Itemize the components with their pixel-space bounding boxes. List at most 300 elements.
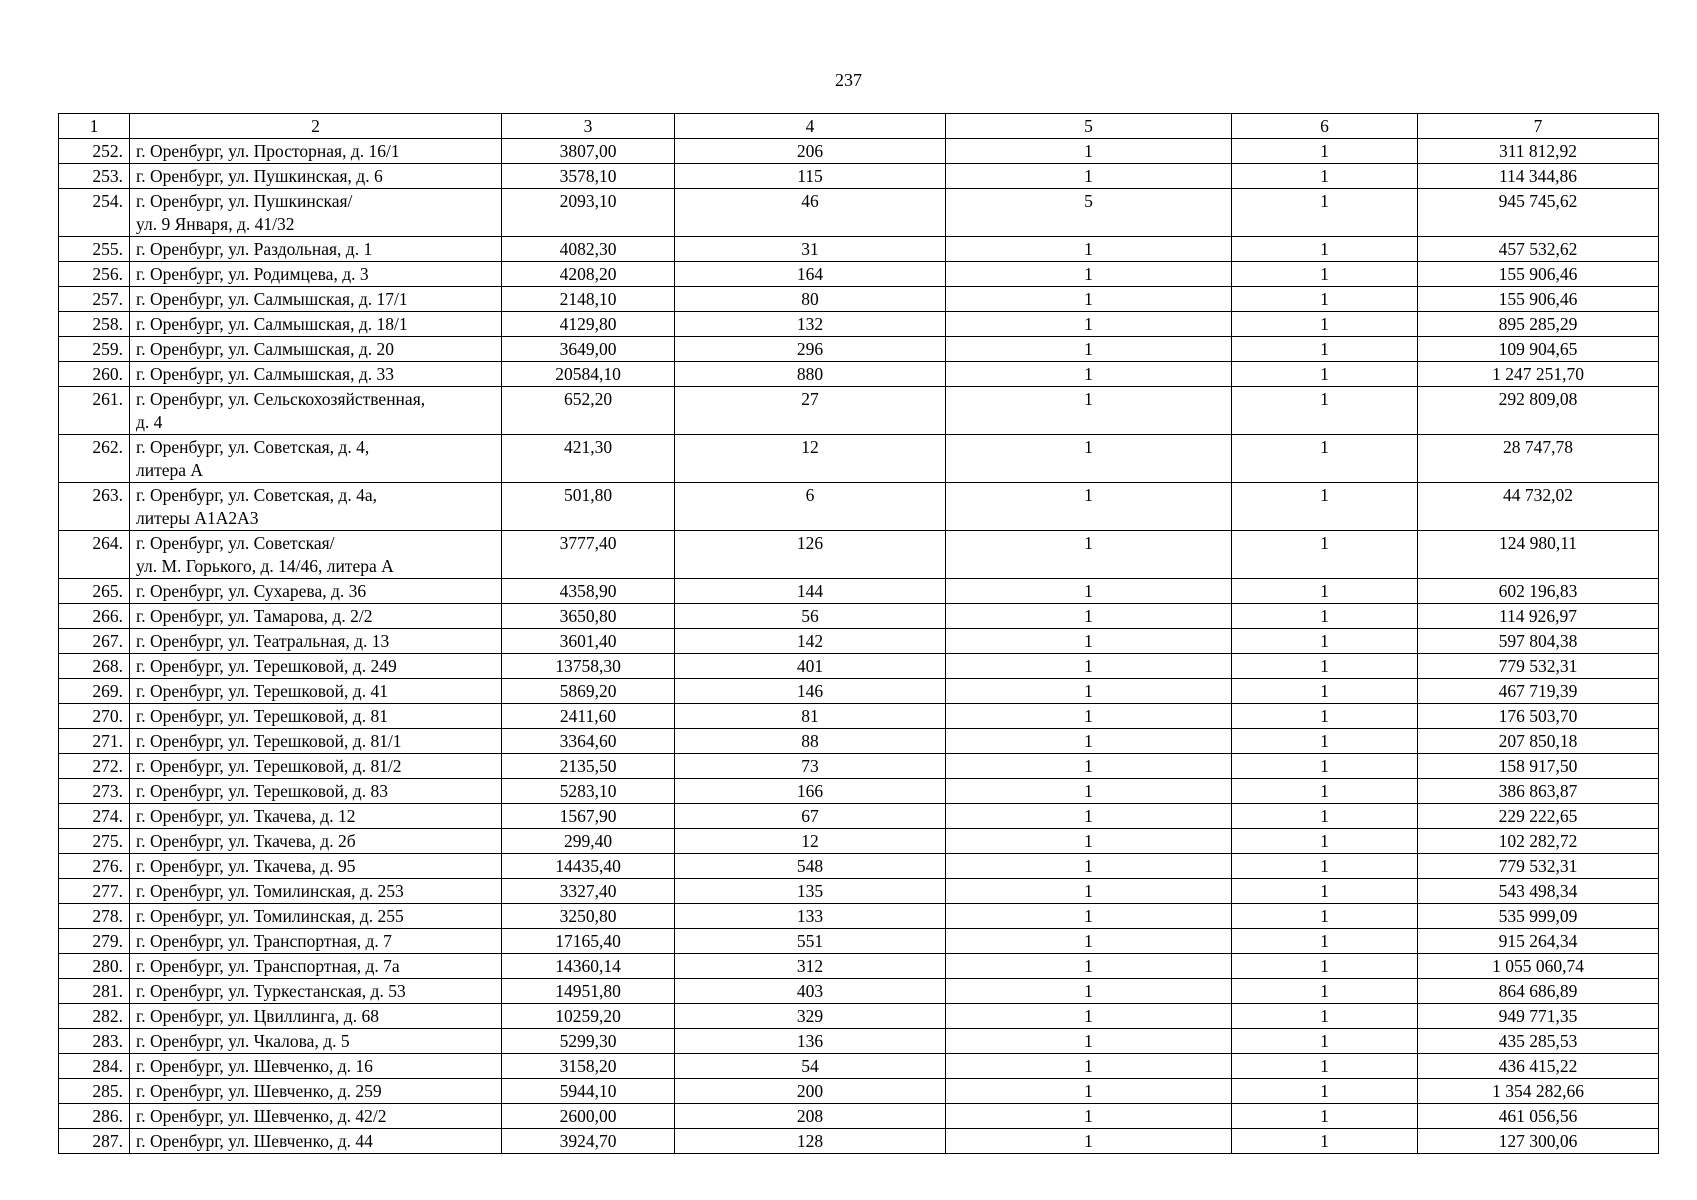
col5-cell: 1 [946, 1004, 1232, 1029]
address-cell: г. Оренбург, ул. Раздольная, д. 1 [130, 237, 502, 262]
residents-cell: 135 [675, 879, 946, 904]
amount-cell: 1 055 060,74 [1418, 954, 1659, 979]
area-cell: 421,30 [502, 435, 675, 483]
amount-cell: 949 771,35 [1418, 1004, 1659, 1029]
col5-cell: 1 [946, 483, 1232, 531]
address-cell: г. Оренбург, ул. Салмышская, д. 17/1 [130, 287, 502, 312]
col5-cell: 1 [946, 312, 1232, 337]
table-header [59, 114, 1659, 139]
page-number: 237 [835, 70, 862, 90]
col6-cell: 1 [1232, 287, 1418, 312]
area-cell: 5283,10 [502, 779, 675, 804]
amount-cell: 864 686,89 [1418, 979, 1659, 1004]
col5-cell: 1 [946, 579, 1232, 604]
address-cell: г. Оренбург, ул. Сухарева, д. 36 [130, 579, 502, 604]
col6-cell: 1 [1232, 604, 1418, 629]
address-cell: г. Оренбург, ул. Терешковой, д. 83 [130, 779, 502, 804]
area-cell: 14435,40 [502, 854, 675, 879]
area-cell: 501,80 [502, 483, 675, 531]
residents-cell: 136 [675, 1029, 946, 1054]
amount-cell: 102 282,72 [1418, 829, 1659, 854]
residents-cell: 56 [675, 604, 946, 629]
col6-cell: 1 [1232, 1054, 1418, 1079]
row-number: 259. [59, 337, 130, 362]
address-cell: г. Оренбург, ул. Салмышская, д. 20 [130, 337, 502, 362]
col6-cell: 1 [1232, 1004, 1418, 1029]
residents-cell: 146 [675, 679, 946, 704]
residents-cell: 6 [675, 483, 946, 531]
amount-cell: 779 532,31 [1418, 854, 1659, 879]
residents-cell: 128 [675, 1129, 946, 1154]
col5-cell: 1 [946, 904, 1232, 929]
column-header-2: 2 [130, 114, 502, 139]
col6-cell: 1 [1232, 1079, 1418, 1104]
address-cell: г. Оренбург, ул. Терешковой, д. 81 [130, 704, 502, 729]
amount-cell: 292 809,08 [1418, 387, 1659, 435]
col5-cell: 1 [946, 164, 1232, 189]
col5-cell: 1 [946, 954, 1232, 979]
row-number: 267. [59, 629, 130, 654]
column-header-5: 5 [946, 114, 1232, 139]
address-cell: г. Оренбург, ул. Салмышская, д. 33 [130, 362, 502, 387]
table-row [59, 337, 1659, 362]
col6-cell: 1 [1232, 629, 1418, 654]
header-row [59, 114, 1659, 139]
amount-cell: 155 906,46 [1418, 287, 1659, 312]
residents-cell: 27 [675, 387, 946, 435]
area-cell: 4082,30 [502, 237, 675, 262]
address-cell: г. Оренбург, ул. Салмышская, д. 18/1 [130, 312, 502, 337]
table-row [59, 679, 1659, 704]
row-number: 257. [59, 287, 130, 312]
row-number: 263. [59, 483, 130, 531]
area-cell: 14951,80 [502, 979, 675, 1004]
address-cell: г. Оренбург, ул. Терешковой, д. 249 [130, 654, 502, 679]
area-cell: 3601,40 [502, 629, 675, 654]
table-row [59, 704, 1659, 729]
amount-cell: 535 999,09 [1418, 904, 1659, 929]
address-cell: г. Оренбург, ул. Шевченко, д. 44 [130, 1129, 502, 1154]
residents-cell: 403 [675, 979, 946, 1004]
col5-cell: 1 [946, 387, 1232, 435]
col6-cell: 1 [1232, 879, 1418, 904]
col6-cell: 1 [1232, 1129, 1418, 1154]
amount-cell: 155 906,46 [1418, 262, 1659, 287]
address-cell: г. Оренбург, ул. Туркестанская, д. 53 [130, 979, 502, 1004]
table-row [59, 1104, 1659, 1129]
column-header-3: 3 [502, 114, 675, 139]
amount-cell: 915 264,34 [1418, 929, 1659, 954]
amount-cell: 311 812,92 [1418, 139, 1659, 164]
col5-cell: 1 [946, 929, 1232, 954]
address-cell: г. Оренбург, ул. Терешковой, д. 41 [130, 679, 502, 704]
row-number: 264. [59, 531, 130, 579]
col6-cell: 1 [1232, 979, 1418, 1004]
area-cell: 2411,60 [502, 704, 675, 729]
amount-cell: 127 300,06 [1418, 1129, 1659, 1154]
row-number: 277. [59, 879, 130, 904]
table-row [59, 237, 1659, 262]
table-row [59, 387, 1659, 435]
area-cell: 3578,10 [502, 164, 675, 189]
column-header-4: 4 [675, 114, 946, 139]
amount-cell: 467 719,39 [1418, 679, 1659, 704]
residents-cell: 312 [675, 954, 946, 979]
residents-cell: 46 [675, 189, 946, 237]
address-cell: г. Оренбург, ул. Шевченко, д. 42/2 [130, 1104, 502, 1129]
address-cell: г. Оренбург, ул. Терешковой, д. 81/1 [130, 729, 502, 754]
column-header-1: 1 [59, 114, 130, 139]
area-cell: 2093,10 [502, 189, 675, 237]
amount-cell: 779 532,31 [1418, 654, 1659, 679]
table-row [59, 483, 1659, 531]
col5-cell: 1 [946, 804, 1232, 829]
residents-cell: 133 [675, 904, 946, 929]
row-number: 255. [59, 237, 130, 262]
amount-cell: 1 247 251,70 [1418, 362, 1659, 387]
col5-cell: 1 [946, 854, 1232, 879]
area-cell: 652,20 [502, 387, 675, 435]
residents-cell: 401 [675, 654, 946, 679]
area-cell: 20584,10 [502, 362, 675, 387]
table-row [59, 189, 1659, 237]
residents-cell: 80 [675, 287, 946, 312]
amount-cell: 207 850,18 [1418, 729, 1659, 754]
table-row [59, 362, 1659, 387]
area-cell: 1567,90 [502, 804, 675, 829]
amount-cell: 945 745,62 [1418, 189, 1659, 237]
amount-cell: 457 532,62 [1418, 237, 1659, 262]
row-number: 273. [59, 779, 130, 804]
row-number: 285. [59, 1079, 130, 1104]
residents-cell: 132 [675, 312, 946, 337]
amount-cell: 124 980,11 [1418, 531, 1659, 579]
address-cell: г. Оренбург, ул. Ткачева, д. 2б [130, 829, 502, 854]
col5-cell: 1 [946, 1129, 1232, 1154]
area-cell: 4208,20 [502, 262, 675, 287]
col5-cell: 1 [946, 362, 1232, 387]
col6-cell: 1 [1232, 337, 1418, 362]
address-cell: г. Оренбург, ул. Шевченко, д. 16 [130, 1054, 502, 1079]
table-row [59, 1054, 1659, 1079]
address-cell: г. Оренбург, ул. Томилинская, д. 255 [130, 904, 502, 929]
row-number: 282. [59, 1004, 130, 1029]
table-row [59, 929, 1659, 954]
table-row [59, 754, 1659, 779]
table-row [59, 1129, 1659, 1154]
amount-cell: 597 804,38 [1418, 629, 1659, 654]
col6-cell: 1 [1232, 779, 1418, 804]
col6-cell: 1 [1232, 164, 1418, 189]
housing-register-table [58, 113, 1659, 1154]
col6-cell: 1 [1232, 237, 1418, 262]
table-row [59, 435, 1659, 483]
amount-cell: 461 056,56 [1418, 1104, 1659, 1129]
address-cell: г. Оренбург, ул. Шевченко, д. 259 [130, 1079, 502, 1104]
row-number: 279. [59, 929, 130, 954]
area-cell: 10259,20 [502, 1004, 675, 1029]
amount-cell: 44 732,02 [1418, 483, 1659, 531]
address-cell: г. Оренбург, ул. Терешковой, д. 81/2 [130, 754, 502, 779]
area-cell: 3327,40 [502, 879, 675, 904]
row-number: 269. [59, 679, 130, 704]
col5-cell: 1 [946, 629, 1232, 654]
row-number: 252. [59, 139, 130, 164]
address-cell: г. Оренбург, ул. Чкалова, д. 5 [130, 1029, 502, 1054]
area-cell: 299,40 [502, 829, 675, 854]
address-cell: г. Оренбург, ул. Тамарова, д. 2/2 [130, 604, 502, 629]
amount-cell: 895 285,29 [1418, 312, 1659, 337]
table-row [59, 164, 1659, 189]
col5-cell: 1 [946, 879, 1232, 904]
table-row [59, 654, 1659, 679]
address-cell: г. Оренбург, ул. Сельскохозяйственная, д. 4 [130, 387, 502, 435]
residents-cell: 142 [675, 629, 946, 654]
residents-cell: 880 [675, 362, 946, 387]
amount-cell: 602 196,83 [1418, 579, 1659, 604]
row-number: 265. [59, 579, 130, 604]
address-cell: г. Оренбург, ул. Советская, д. 4, литера А [130, 435, 502, 483]
col6-cell: 1 [1232, 435, 1418, 483]
table-row [59, 804, 1659, 829]
residents-cell: 81 [675, 704, 946, 729]
col6-cell: 1 [1232, 904, 1418, 929]
area-cell: 3364,60 [502, 729, 675, 754]
row-number: 281. [59, 979, 130, 1004]
row-number: 286. [59, 1104, 130, 1129]
amount-cell: 158 917,50 [1418, 754, 1659, 779]
col5-cell: 1 [946, 604, 1232, 629]
table-row [59, 604, 1659, 629]
col6-cell: 1 [1232, 189, 1418, 237]
col5-cell: 1 [946, 531, 1232, 579]
residents-cell: 88 [675, 729, 946, 754]
area-cell: 3250,80 [502, 904, 675, 929]
row-number: 266. [59, 604, 130, 629]
row-number: 260. [59, 362, 130, 387]
table-row [59, 829, 1659, 854]
col5-cell: 1 [946, 1104, 1232, 1129]
col5-cell: 1 [946, 262, 1232, 287]
row-number: 268. [59, 654, 130, 679]
area-cell: 4358,90 [502, 579, 675, 604]
address-cell: г. Оренбург, ул. Советская/ ул. М. Горького, д. 14/46, литера А [130, 531, 502, 579]
col6-cell: 1 [1232, 654, 1418, 679]
col5-cell: 1 [946, 754, 1232, 779]
amount-cell: 543 498,34 [1418, 879, 1659, 904]
address-cell: г. Оренбург, ул. Родимцева, д. 3 [130, 262, 502, 287]
row-number: 271. [59, 729, 130, 754]
table-row [59, 779, 1659, 804]
row-number: 283. [59, 1029, 130, 1054]
amount-cell: 386 863,87 [1418, 779, 1659, 804]
area-cell: 14360,14 [502, 954, 675, 979]
amount-cell: 28 747,78 [1418, 435, 1659, 483]
area-cell: 3158,20 [502, 1054, 675, 1079]
col6-cell: 1 [1232, 854, 1418, 879]
row-number: 258. [59, 312, 130, 337]
residents-cell: 200 [675, 1079, 946, 1104]
amount-cell: 114 926,97 [1418, 604, 1659, 629]
address-cell: г. Оренбург, ул. Просторная, д. 16/1 [130, 139, 502, 164]
address-cell: г. Оренбург, ул. Пушкинская/ ул. 9 Января, д. 41/32 [130, 189, 502, 237]
col6-cell: 1 [1232, 829, 1418, 854]
amount-cell: 435 285,53 [1418, 1029, 1659, 1054]
col5-cell: 1 [946, 729, 1232, 754]
table-row [59, 531, 1659, 579]
residents-cell: 12 [675, 435, 946, 483]
table-row [59, 287, 1659, 312]
col5-cell: 1 [946, 139, 1232, 164]
amount-cell: 1 354 282,66 [1418, 1079, 1659, 1104]
address-cell: г. Оренбург, ул. Пушкинская, д. 6 [130, 164, 502, 189]
row-number: 253. [59, 164, 130, 189]
col6-cell: 1 [1232, 754, 1418, 779]
area-cell: 2148,10 [502, 287, 675, 312]
residents-cell: 164 [675, 262, 946, 287]
col5-cell: 5 [946, 189, 1232, 237]
table-row [59, 954, 1659, 979]
residents-cell: 329 [675, 1004, 946, 1029]
col6-cell: 1 [1232, 531, 1418, 579]
table-row [59, 262, 1659, 287]
col5-cell: 1 [946, 1079, 1232, 1104]
residents-cell: 67 [675, 804, 946, 829]
row-number: 275. [59, 829, 130, 854]
area-cell: 2135,50 [502, 754, 675, 779]
row-number: 262. [59, 435, 130, 483]
area-cell: 5944,10 [502, 1079, 675, 1104]
table-row [59, 629, 1659, 654]
address-cell: г. Оренбург, ул. Советская, д. 4а, литеры А1А2А3 [130, 483, 502, 531]
col5-cell: 1 [946, 287, 1232, 312]
residents-cell: 31 [675, 237, 946, 262]
col5-cell: 1 [946, 1054, 1232, 1079]
col6-cell: 1 [1232, 704, 1418, 729]
address-cell: г. Оренбург, ул. Томилинская, д. 253 [130, 879, 502, 904]
col6-cell: 1 [1232, 579, 1418, 604]
table-row [59, 904, 1659, 929]
table-body [59, 139, 1659, 1154]
amount-cell: 109 904,65 [1418, 337, 1659, 362]
row-number: 284. [59, 1054, 130, 1079]
area-cell: 3807,00 [502, 139, 675, 164]
area-cell: 2600,00 [502, 1104, 675, 1129]
residents-cell: 206 [675, 139, 946, 164]
row-number: 278. [59, 904, 130, 929]
row-number: 270. [59, 704, 130, 729]
amount-cell: 229 222,65 [1418, 804, 1659, 829]
col6-cell: 1 [1232, 679, 1418, 704]
col5-cell: 1 [946, 679, 1232, 704]
col6-cell: 1 [1232, 954, 1418, 979]
col6-cell: 1 [1232, 1104, 1418, 1129]
residents-cell: 54 [675, 1054, 946, 1079]
col5-cell: 1 [946, 337, 1232, 362]
amount-cell: 436 415,22 [1418, 1054, 1659, 1079]
table-row [59, 979, 1659, 1004]
col6-cell: 1 [1232, 1029, 1418, 1054]
row-number: 280. [59, 954, 130, 979]
address-cell: г. Оренбург, ул. Цвиллинга, д. 68 [130, 1004, 502, 1029]
row-number: 254. [59, 189, 130, 237]
address-cell: г. Оренбург, ул. Театральная, д. 13 [130, 629, 502, 654]
column-header-6: 6 [1232, 114, 1418, 139]
column-header-7: 7 [1418, 114, 1659, 139]
area-cell: 5869,20 [502, 679, 675, 704]
col5-cell: 1 [946, 237, 1232, 262]
residents-cell: 12 [675, 829, 946, 854]
col5-cell: 1 [946, 829, 1232, 854]
col5-cell: 1 [946, 979, 1232, 1004]
col5-cell: 1 [946, 779, 1232, 804]
residents-cell: 166 [675, 779, 946, 804]
table-row [59, 312, 1659, 337]
table-row [59, 854, 1659, 879]
table-row [59, 879, 1659, 904]
residents-cell: 551 [675, 929, 946, 954]
residents-cell: 73 [675, 754, 946, 779]
area-cell: 3777,40 [502, 531, 675, 579]
col6-cell: 1 [1232, 929, 1418, 954]
residents-cell: 208 [675, 1104, 946, 1129]
residents-cell: 115 [675, 164, 946, 189]
row-number: 287. [59, 1129, 130, 1154]
col6-cell: 1 [1232, 312, 1418, 337]
col6-cell: 1 [1232, 362, 1418, 387]
area-cell: 13758,30 [502, 654, 675, 679]
row-number: 274. [59, 804, 130, 829]
residents-cell: 126 [675, 531, 946, 579]
col6-cell: 1 [1232, 139, 1418, 164]
residents-cell: 548 [675, 854, 946, 879]
address-cell: г. Оренбург, ул. Ткачева, д. 95 [130, 854, 502, 879]
area-cell: 4129,80 [502, 312, 675, 337]
col6-cell: 1 [1232, 387, 1418, 435]
table-row [59, 1079, 1659, 1104]
residents-cell: 144 [675, 579, 946, 604]
table-row [59, 1029, 1659, 1054]
col6-cell: 1 [1232, 483, 1418, 531]
area-cell: 3649,00 [502, 337, 675, 362]
area-cell: 3650,80 [502, 604, 675, 629]
col6-cell: 1 [1232, 804, 1418, 829]
col5-cell: 1 [946, 704, 1232, 729]
col6-cell: 1 [1232, 729, 1418, 754]
area-cell: 17165,40 [502, 929, 675, 954]
address-cell: г. Оренбург, ул. Транспортная, д. 7а [130, 954, 502, 979]
col5-cell: 1 [946, 435, 1232, 483]
table-row [59, 139, 1659, 164]
col6-cell: 1 [1232, 262, 1418, 287]
table-row [59, 729, 1659, 754]
row-number: 276. [59, 854, 130, 879]
area-cell: 5299,30 [502, 1029, 675, 1054]
row-number: 261. [59, 387, 130, 435]
amount-cell: 114 344,86 [1418, 164, 1659, 189]
area-cell: 3924,70 [502, 1129, 675, 1154]
amount-cell: 176 503,70 [1418, 704, 1659, 729]
table-row [59, 579, 1659, 604]
table-row [59, 1004, 1659, 1029]
row-number: 256. [59, 262, 130, 287]
address-cell: г. Оренбург, ул. Ткачева, д. 12 [130, 804, 502, 829]
col5-cell: 1 [946, 654, 1232, 679]
residents-cell: 296 [675, 337, 946, 362]
address-cell: г. Оренбург, ул. Транспортная, д. 7 [130, 929, 502, 954]
col5-cell: 1 [946, 1029, 1232, 1054]
row-number: 272. [59, 754, 130, 779]
